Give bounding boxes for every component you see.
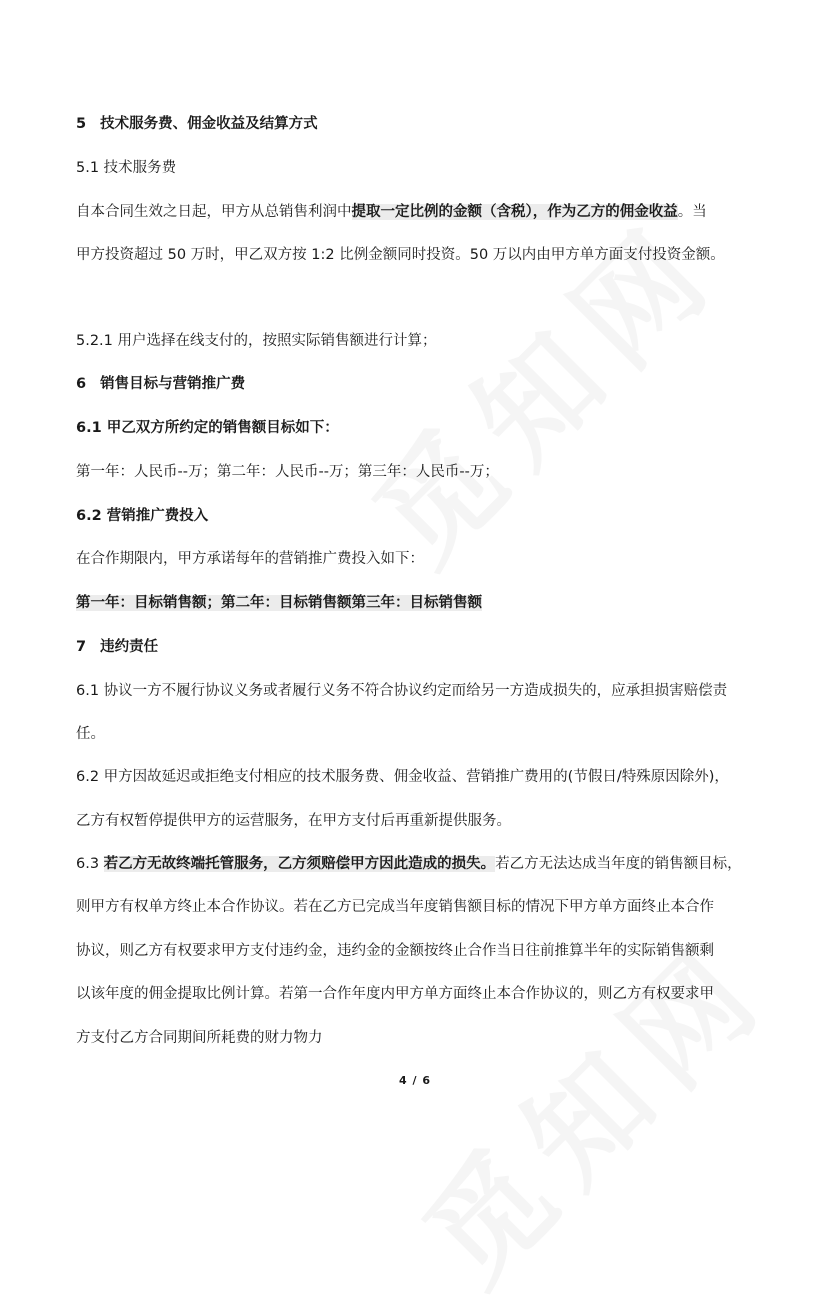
clause-6-1-line: 6.1 协议一方不履行协议义务或者履行义务不符合协议约定而给另一方造成损失的，应承担损害赔偿责 bbox=[76, 683, 728, 699]
paragraph-text: 。当 bbox=[677, 204, 707, 220]
section-5-heading bbox=[76, 114, 318, 134]
emphasis-text: 若乙方无故终端托管服务，乙方须赔偿甲方因此造成的损失。 bbox=[103, 856, 496, 872]
section-number: 7 bbox=[76, 639, 87, 655]
section-number: 5 bbox=[76, 116, 87, 132]
clause-6-3-line: 协议，则乙方有权要求甲方支付违约金，违约金的金额按终止合作当日往前推算半年的实际销售额剩 bbox=[76, 943, 714, 959]
paragraph-text: 自本合同生效之日起，甲方从总销售利润中 bbox=[76, 204, 352, 220]
watermark bbox=[331, 177, 750, 596]
clause-6-2-line: 乙方有权暂停提供甲方的运营服务，在甲方支付后再重新提供服务。 bbox=[76, 813, 511, 829]
section-6-heading bbox=[76, 374, 245, 394]
page-number: 4 / 6 bbox=[399, 1074, 431, 1087]
section-title: 销售目标与营销推广费 bbox=[100, 376, 246, 392]
clause-prefix: 6.3 bbox=[76, 856, 104, 872]
section-number: 6 bbox=[76, 376, 87, 392]
clause-6-2-line: 6.2 甲方因故延迟或拒绝支付相应的技术服务费、佣金收益、营销推广费用的(节假日/特殊原因除外)， bbox=[76, 769, 729, 785]
paragraph-line: 在合作期限内，甲方承诺每年的营销推广费投入如下： bbox=[76, 551, 424, 567]
section-6-1-title: 6.1 甲乙双方所约定的销售额目标如下： bbox=[76, 420, 339, 436]
section-7-heading bbox=[76, 637, 158, 657]
clause-6-3-line: 方支付乙方合同期间所耗费的财力物力 bbox=[76, 1030, 323, 1046]
paragraph bbox=[76, 202, 707, 222]
paragraph-line: 甲方投资超过 50 万时，甲乙双方按 1:2 比例金额同时投资。50 万以内由甲方单方面支付投资金额。 bbox=[76, 247, 725, 263]
clause-6-3-line: 则甲方有权单方终止本合作协议。若在乙方已完成当年度销售额目标的情况下甲方单方面终止本合作 bbox=[76, 899, 714, 915]
sales-targets-line: 第一年：人民币--万；第二年：人民币--万；第三年：人民币--万； bbox=[76, 464, 499, 480]
section-title: 技术服务费、佣金收益及结算方式 bbox=[100, 116, 318, 132]
section-5-1-title: 5.1 技术服务费 bbox=[76, 160, 177, 176]
clause-6-3-line bbox=[76, 854, 742, 874]
highlighted-line bbox=[76, 593, 482, 613]
clause-6-1-line: 任。 bbox=[76, 726, 105, 742]
section-title: 违约责任 bbox=[100, 639, 159, 655]
clause-6-3-line: 以该年度的佣金提取比例计算。若第一合作年度内甲方单方面终止本合作协议的，则乙方有权要求甲 bbox=[76, 986, 714, 1002]
paragraph-text: 若乙方无法达成当年度的销售额目标， bbox=[495, 856, 742, 872]
highlighted-text: 第一年：目标销售额；第二年：目标销售额第三年：目标销售额 bbox=[76, 595, 482, 611]
emphasis-text: 提取一定比例的金额（含税），作为乙方的佣金收益 bbox=[351, 204, 678, 220]
section-6-2-title: 6.2 营销推广费投入 bbox=[76, 508, 209, 524]
clause-5-2-1: 5.2.1 用户选择在线支付的，按照实际销售额进行计算； bbox=[76, 333, 437, 349]
